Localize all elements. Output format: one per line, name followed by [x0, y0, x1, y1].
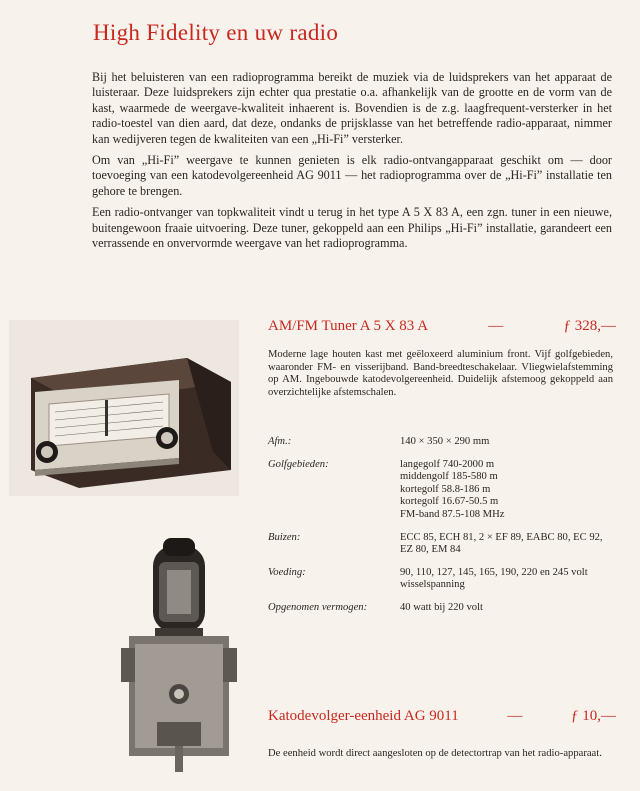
spec-label: Voeding:	[268, 566, 306, 578]
spec-label: Buizen:	[268, 531, 301, 543]
intro-paragraph-1: Bij het beluisteren van een radioprogramma bereikt de muziek via de luidsprekers van het apparaat de luisteraar. Deze luidsprekers zijn echter qua prestatie o.a. afhankelijk van de grootte en de vorm van de kast, waarmede de weergave-kwaliteit inhaerent is. Bovendien is de z.g. laagfrequent-versterker in het radio-toestel van dien aard, dat deze, ondanks de prijsklasse van het betreffende radio-apparaat, nimmer kan wedijveren tegen de kwaliteiten van een „Hi-Fi” versterker.	[92, 70, 612, 146]
tuner-photo	[9, 320, 239, 496]
product-cathode-name: Katodevolger-eenheid AG 9011	[268, 708, 459, 724]
product-tuner-header	[268, 318, 616, 335]
cathode-follower-photo	[105, 532, 255, 782]
spec-table	[268, 436, 613, 615]
spec-row	[268, 602, 613, 615]
product-cathode-description: De eenheid wordt direct aangesloten op de detectortrap van het radio-apparaat.	[268, 748, 602, 759]
intro-text	[92, 70, 612, 257]
spec-row	[268, 459, 613, 522]
product-tuner-name: AM/FM Tuner A 5 X 83 A	[268, 318, 429, 334]
spec-row	[268, 532, 613, 557]
product-cathode-dash: —	[507, 708, 523, 724]
spec-value: ECC 85, ECH 81, 2 × EF 89, EABC 80, EC 92, EZ 80, EM 84	[400, 531, 603, 556]
page-title: High Fidelity en uw radio	[93, 20, 339, 45]
product-cathode-price: ƒ 10,—	[570, 708, 616, 724]
spec-value: 140 × 350 × 290 mm	[400, 436, 490, 447]
product-tuner-price: ƒ 328,—	[563, 318, 616, 334]
spec-value: langegolf 740-2000 m middengolf 185-580 m kortegolf 58.8-186 m kortegolf 16.67-50.5 m FM-band 87.5-108 MHz	[400, 458, 505, 520]
spec-label: Afm.:	[268, 436, 292, 447]
spec-row	[268, 436, 613, 449]
product-tuner-description: Moderne lage houten kast met geëloxeerd aluminium front. Vijf golfgebieden, waaronder FM- en visserijband. Band-breedteschakelaar. Vliegwielafstemming op AM. Ingebouwde katodevolgereenheid. Duidelijk afstemoog gekoppeld aan overzichtelijke afstemschalen.	[268, 349, 613, 398]
spec-value: 90, 110, 127, 145, 165, 190, 220 en 245 volt wisselspanning	[400, 566, 588, 591]
product-tuner-dash: —	[488, 318, 504, 334]
intro-paragraph-2: Om van „Hi-Fi” weergave te kunnen genieten is elk radio-ontvangapparaat geschikt om — door toevoeging van een katodevolgereenheid AG 9011 — het radioprogramma over de „Hi-Fi” installatie ten gehore te brengen.	[92, 153, 612, 198]
product-cathode-header	[268, 708, 616, 725]
spec-label: Golfgebieden:	[268, 458, 329, 470]
spec-value: 40 watt bij 220 volt	[400, 601, 483, 613]
spec-label: Opgenomen vermogen:	[268, 601, 368, 613]
spec-row	[268, 567, 613, 592]
intro-paragraph-3: Een radio-ontvanger van topkwaliteit vindt u terug in het type A 5 X 83 A, een zgn. tuner in een nieuwe, buitengewoon fraaie uitvoering. Deze tuner, gekoppeld aan een Philips „Hi-Fi” installatie, garandeert een verrassende en onvervormde weergave van het radioprogramma.	[92, 205, 612, 251]
